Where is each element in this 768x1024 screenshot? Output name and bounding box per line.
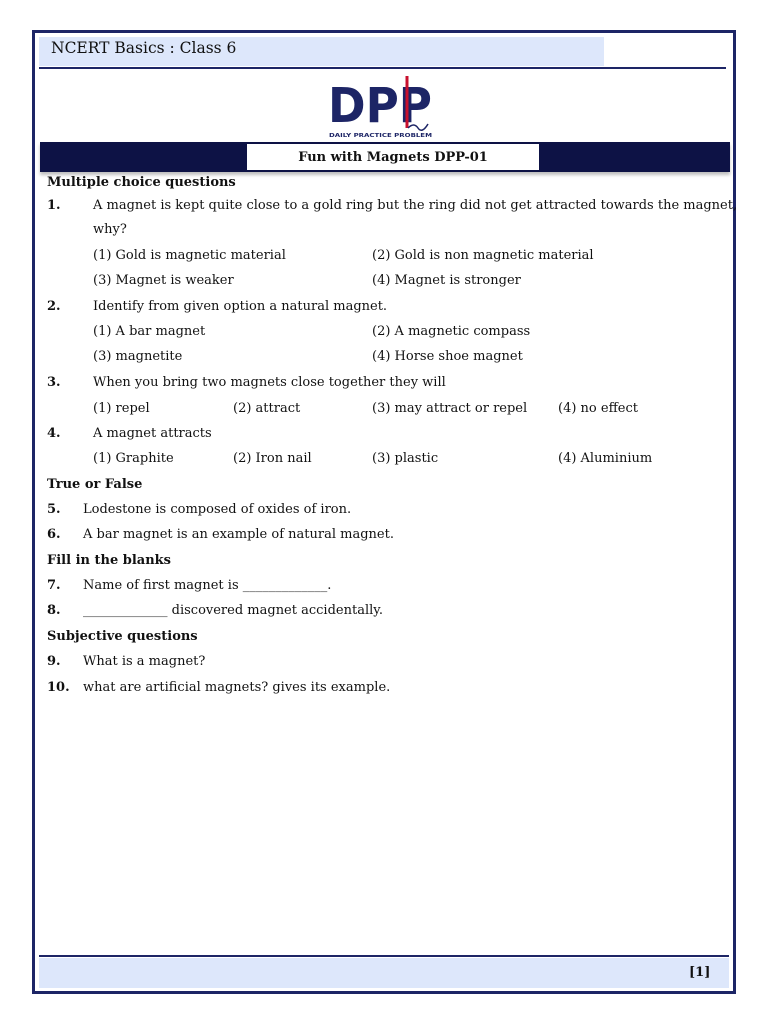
q6-text: A bar magnet is an example of natural magnet. [83, 527, 394, 542]
q2-text: Identify from given option a natural magnet. [93, 299, 388, 314]
logo-tagline: DAILY PRACTICE PROBLEM [329, 133, 432, 139]
page-number: [1] [689, 965, 711, 980]
q7-number: 7. [47, 578, 61, 593]
section-mcq: Multiple choice questions [47, 175, 236, 190]
q2-option: (2) A magnetic compass [372, 324, 531, 339]
q4-option: (2) Iron nail [233, 451, 312, 466]
q2-option: (3) magnetite [93, 349, 183, 364]
q6-number: 6. [47, 527, 61, 542]
q10-text: what are artificial magnets? gives its example. [83, 680, 391, 695]
course-title: NCERT Basics : Class 6 [51, 39, 237, 57]
q4-number: 4. [47, 426, 61, 441]
q8-number: 8. [47, 603, 61, 618]
q3-number: 3. [47, 375, 61, 390]
section-true-false: True or False [47, 477, 143, 492]
q2-option: (4) Horse shoe magnet [372, 349, 523, 364]
footer-divider [39, 955, 729, 957]
q4-option: (4) Aluminium [558, 451, 653, 466]
dpp-logo [328, 72, 434, 140]
section-fill-blanks: Fill in the blanks [47, 553, 171, 568]
q1-text-cont: why? [93, 222, 127, 237]
q7-text: Name of first magnet is _____________. [83, 578, 332, 593]
q2-number: 2. [47, 299, 61, 314]
worksheet-title: Fun with Magnets DPP-01 [247, 144, 539, 170]
q3-text: When you bring two magnets close together they will [93, 375, 446, 390]
q1-option: (1) Gold is magnetic material [93, 248, 286, 263]
q4-option: (1) Graphite [93, 451, 174, 466]
q9-number: 9. [47, 654, 61, 669]
q3-option: (4) no effect [558, 401, 639, 416]
q4-text: A magnet attracts [93, 426, 212, 441]
q5-number: 5. [47, 502, 61, 517]
q8-text: _____________ discovered magnet accidentally. [83, 603, 384, 618]
footer-band [39, 958, 729, 988]
q3-option: (1) repel [93, 401, 150, 416]
header-divider [39, 67, 726, 69]
q3-option: (3) may attract or repel [372, 401, 528, 416]
q3-option: (2) attract [233, 401, 301, 416]
section-subjective: Subjective questions [47, 629, 198, 644]
logo-letters: DPP [328, 78, 432, 134]
q1-option: (2) Gold is non magnetic material [372, 248, 594, 263]
q1-option: (3) Magnet is weaker [93, 273, 234, 288]
q2-option: (1) A bar magnet [93, 324, 206, 339]
q1-option: (4) Magnet is stronger [372, 273, 521, 288]
q1-text: A magnet is kept quite close to a gold ring but the ring did not get attracted towards the magnet, [93, 198, 738, 213]
q9-text: What is a magnet? [83, 654, 206, 669]
q1-number: 1. [47, 198, 61, 213]
q5-text: Lodestone is composed of oxides of iron. [83, 502, 352, 517]
q4-option: (3) plastic [372, 451, 439, 466]
q10-number: 10. [47, 680, 70, 695]
